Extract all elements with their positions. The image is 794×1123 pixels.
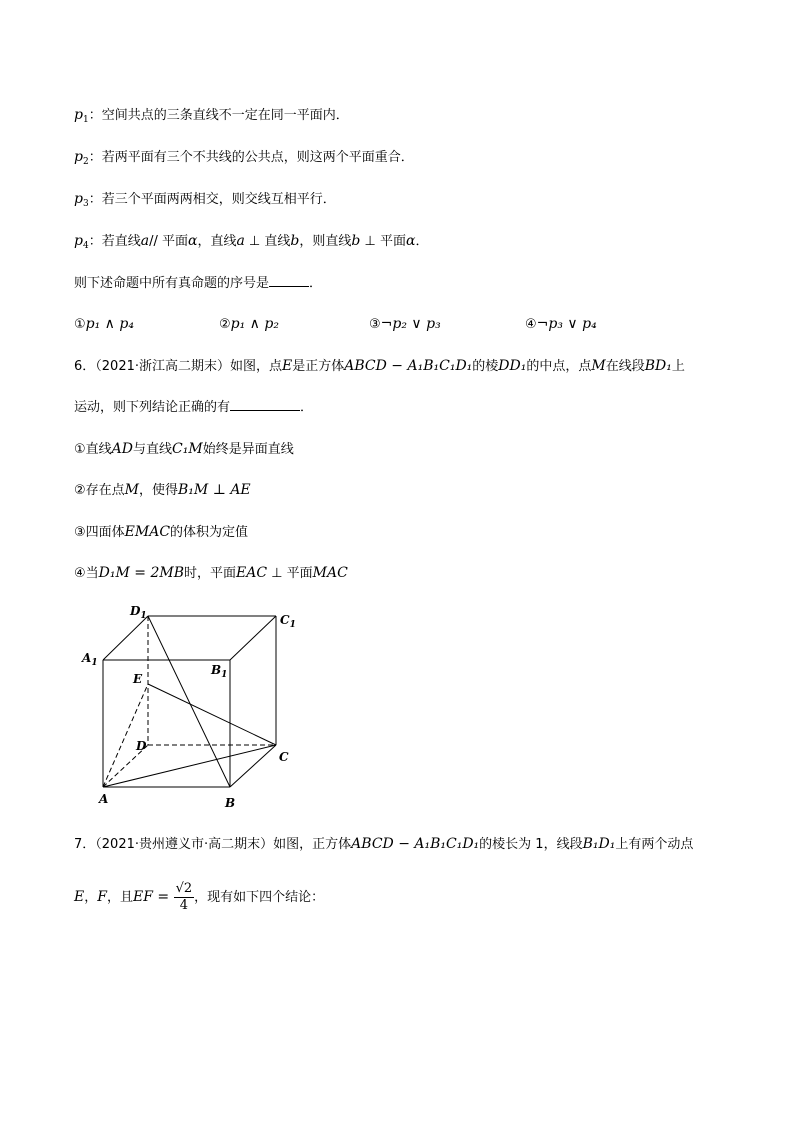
edge-B1-C1 bbox=[230, 616, 276, 660]
label-A: A bbox=[99, 792, 109, 806]
p2-text: ：若两平面有三个不共线的公共点，则这两个平面重合． bbox=[88, 150, 414, 165]
proposition-p1 bbox=[74, 106, 349, 129]
q7-line1: 7．（2021·贵州遵义市·高二期末）如图，正方体ABCD − A₁B₁C₁D₁的棱长为 1，线段B₁D₁上有两个动点 bbox=[74, 836, 694, 852]
q7-line2: E，F，且EF = $\frac{√2}{4}$ ，现有如下四个结论： bbox=[74, 881, 325, 913]
answer-blank[interactable] bbox=[269, 274, 309, 287]
option-3: ③¬p₂ ∨ p₃ bbox=[369, 316, 441, 332]
q6-statement-1: ①直线AD与直线C₁M始终是异面直线 bbox=[74, 441, 294, 457]
p3-symbol: $p_3$ bbox=[74, 191, 89, 209]
fraction-sqrt2-over-4: $\frac{√2}{4}$ bbox=[175, 881, 193, 913]
p1-text: ：空间共点的三条直线不一定在同一平面内． bbox=[88, 108, 349, 123]
option-4: ④¬p₃ ∨ p₄ bbox=[525, 316, 597, 332]
p4-symbol: $p_4$ bbox=[74, 233, 89, 251]
label-C1: $C_1$ bbox=[280, 613, 296, 630]
label-D: D bbox=[136, 739, 147, 753]
q6-statement-4: ④当D₁M = 2MB时，平面EAC ⊥ 平面MAC bbox=[74, 565, 348, 581]
proposition-p4: $p_4$：若直线a// 平面α，直线a ⊥ 直线b，则直线b ⊥ 平面α． bbox=[74, 233, 429, 251]
label-C: C bbox=[279, 750, 289, 764]
proposition-p3 bbox=[74, 190, 336, 213]
line-A-E bbox=[103, 684, 148, 787]
cube-figure bbox=[70, 600, 310, 815]
q7-number: 7． bbox=[74, 837, 96, 852]
label-D1: $D_1$ bbox=[130, 604, 147, 621]
q6-number: 6． bbox=[74, 359, 96, 374]
edge-A1-D1 bbox=[103, 616, 148, 660]
label-B1: $B_1$ bbox=[211, 663, 228, 680]
label-E: E bbox=[133, 672, 143, 686]
line-E-C bbox=[148, 684, 276, 745]
q6-answer-blank[interactable] bbox=[230, 398, 300, 411]
edge-B-C bbox=[230, 745, 276, 787]
q6-line2: 运动，则下列结论正确的有 ． bbox=[74, 400, 314, 415]
label-B: B bbox=[225, 796, 236, 810]
q7-source: （2021·贵州遵义市·高二期末） bbox=[95, 837, 274, 852]
p2-symbol: $p_2$ bbox=[74, 149, 89, 167]
proposition-p2 bbox=[74, 148, 414, 171]
option-2: ②p₁ ∧ p₂ bbox=[219, 316, 279, 332]
p3-text: ：若三个平面两两相交，则交线互相平行． bbox=[88, 192, 336, 207]
q6-line1: 6．（2021·浙江高二期末）如图，点E是正方体ABCD − A₁B₁C₁D₁的棱DD₁的中点，点M在线段BD₁上 bbox=[74, 358, 685, 374]
option-1: ①p₁ ∧ p₄ bbox=[74, 316, 134, 332]
q6-statement-3: ③四面体EMAC的体积为定值 bbox=[74, 524, 249, 540]
line-A-C bbox=[103, 745, 276, 787]
question-prompt: 则下述命题中所有真命题的序号是 ． bbox=[74, 276, 323, 291]
q6-source: （2021·浙江高二期末） bbox=[95, 359, 230, 374]
q6-statement-2: ②存在点M，使得B₁M ⊥ AE bbox=[74, 482, 251, 498]
label-A1: $A_1$ bbox=[82, 651, 98, 668]
p1-symbol: $p_1$ bbox=[74, 107, 89, 125]
line-D1-B bbox=[148, 616, 230, 787]
